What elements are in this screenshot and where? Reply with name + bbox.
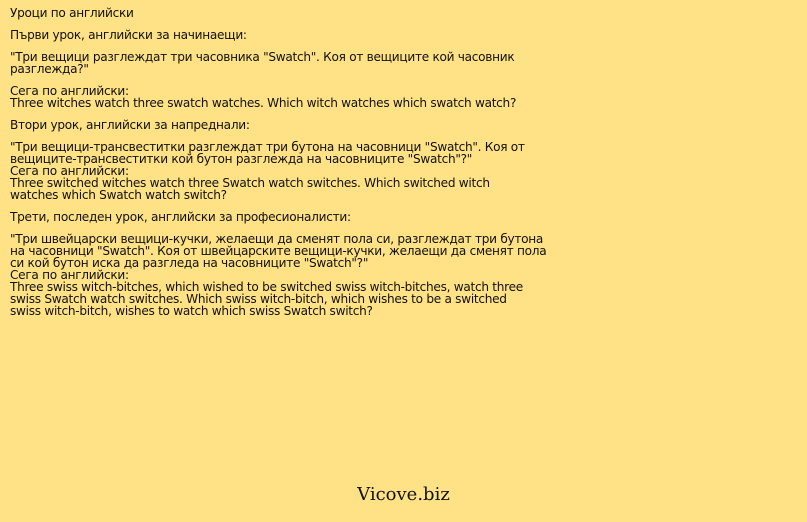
lesson3-bulgarian-line: на часовници "Swatch". Коя от швейцарските вещици-кучки, желаещи да сменят пола — [10, 243, 547, 258]
lesson1-heading: Първи урок, английски за начинаещи: — [10, 27, 247, 42]
page-title: Уроци по английски — [10, 5, 134, 20]
lesson3-english-line: swiss Swatch watch switches. Which swiss witch-bitch, which wishes to be a switched — [10, 291, 507, 306]
lesson1-bulgarian-line: разглежда?" — [10, 61, 89, 76]
lesson3-bulgarian-line: "Три швейцарски вещици-кучки, желаещи да сменят пола си, разглеждат три бутона — [10, 231, 544, 246]
lesson1-english-label: Сега по английски: — [10, 83, 129, 98]
lesson2-english-line: Three switched witches watch three Swatch watch switches. Which switched witch — [10, 175, 490, 190]
lesson2-heading: Втори урок, английски за напреднали: — [10, 117, 250, 132]
lesson3-english-line: swiss witch-bitch, wishes to watch which swiss Swatch switch? — [10, 303, 373, 318]
lesson2-bulgarian-line: "Три вещици-трансвеститки разглеждат три бутона на часовници "Swatch". Коя от — [10, 139, 525, 154]
lesson3-bulgarian-line: си кой бутон иска да разгледа на часовниците "Swatch"?" — [10, 255, 369, 270]
lesson1-english-line: Three witches watch three swatch watches. Which witch watches which swatch watch? — [10, 95, 517, 110]
lesson2-english-label: Сега по английски: — [10, 163, 129, 178]
lesson2-bulgarian-line: вещиците-трансвеститки кой бутон разглежда на часовниците "Swatch"?" — [10, 151, 473, 166]
site-watermark: Vicove.biz — [357, 484, 450, 505]
lesson3-english-line: Three swiss witch-bitches, which wished to be switched swiss witch-bitches, watch three — [10, 279, 523, 294]
lesson1-bulgarian-line: "Три вещици разглеждат три часовника "Swatch". Коя от вещиците кой часовник — [10, 49, 515, 64]
lesson3-heading: Трети, последен урок, английски за професионалисти: — [10, 209, 351, 224]
lesson2-english-line: watches which Swatch watch switch? — [10, 187, 227, 202]
joke-text — [10, 7, 568, 317]
lesson3-english-label: Сега по английски: — [10, 267, 129, 282]
